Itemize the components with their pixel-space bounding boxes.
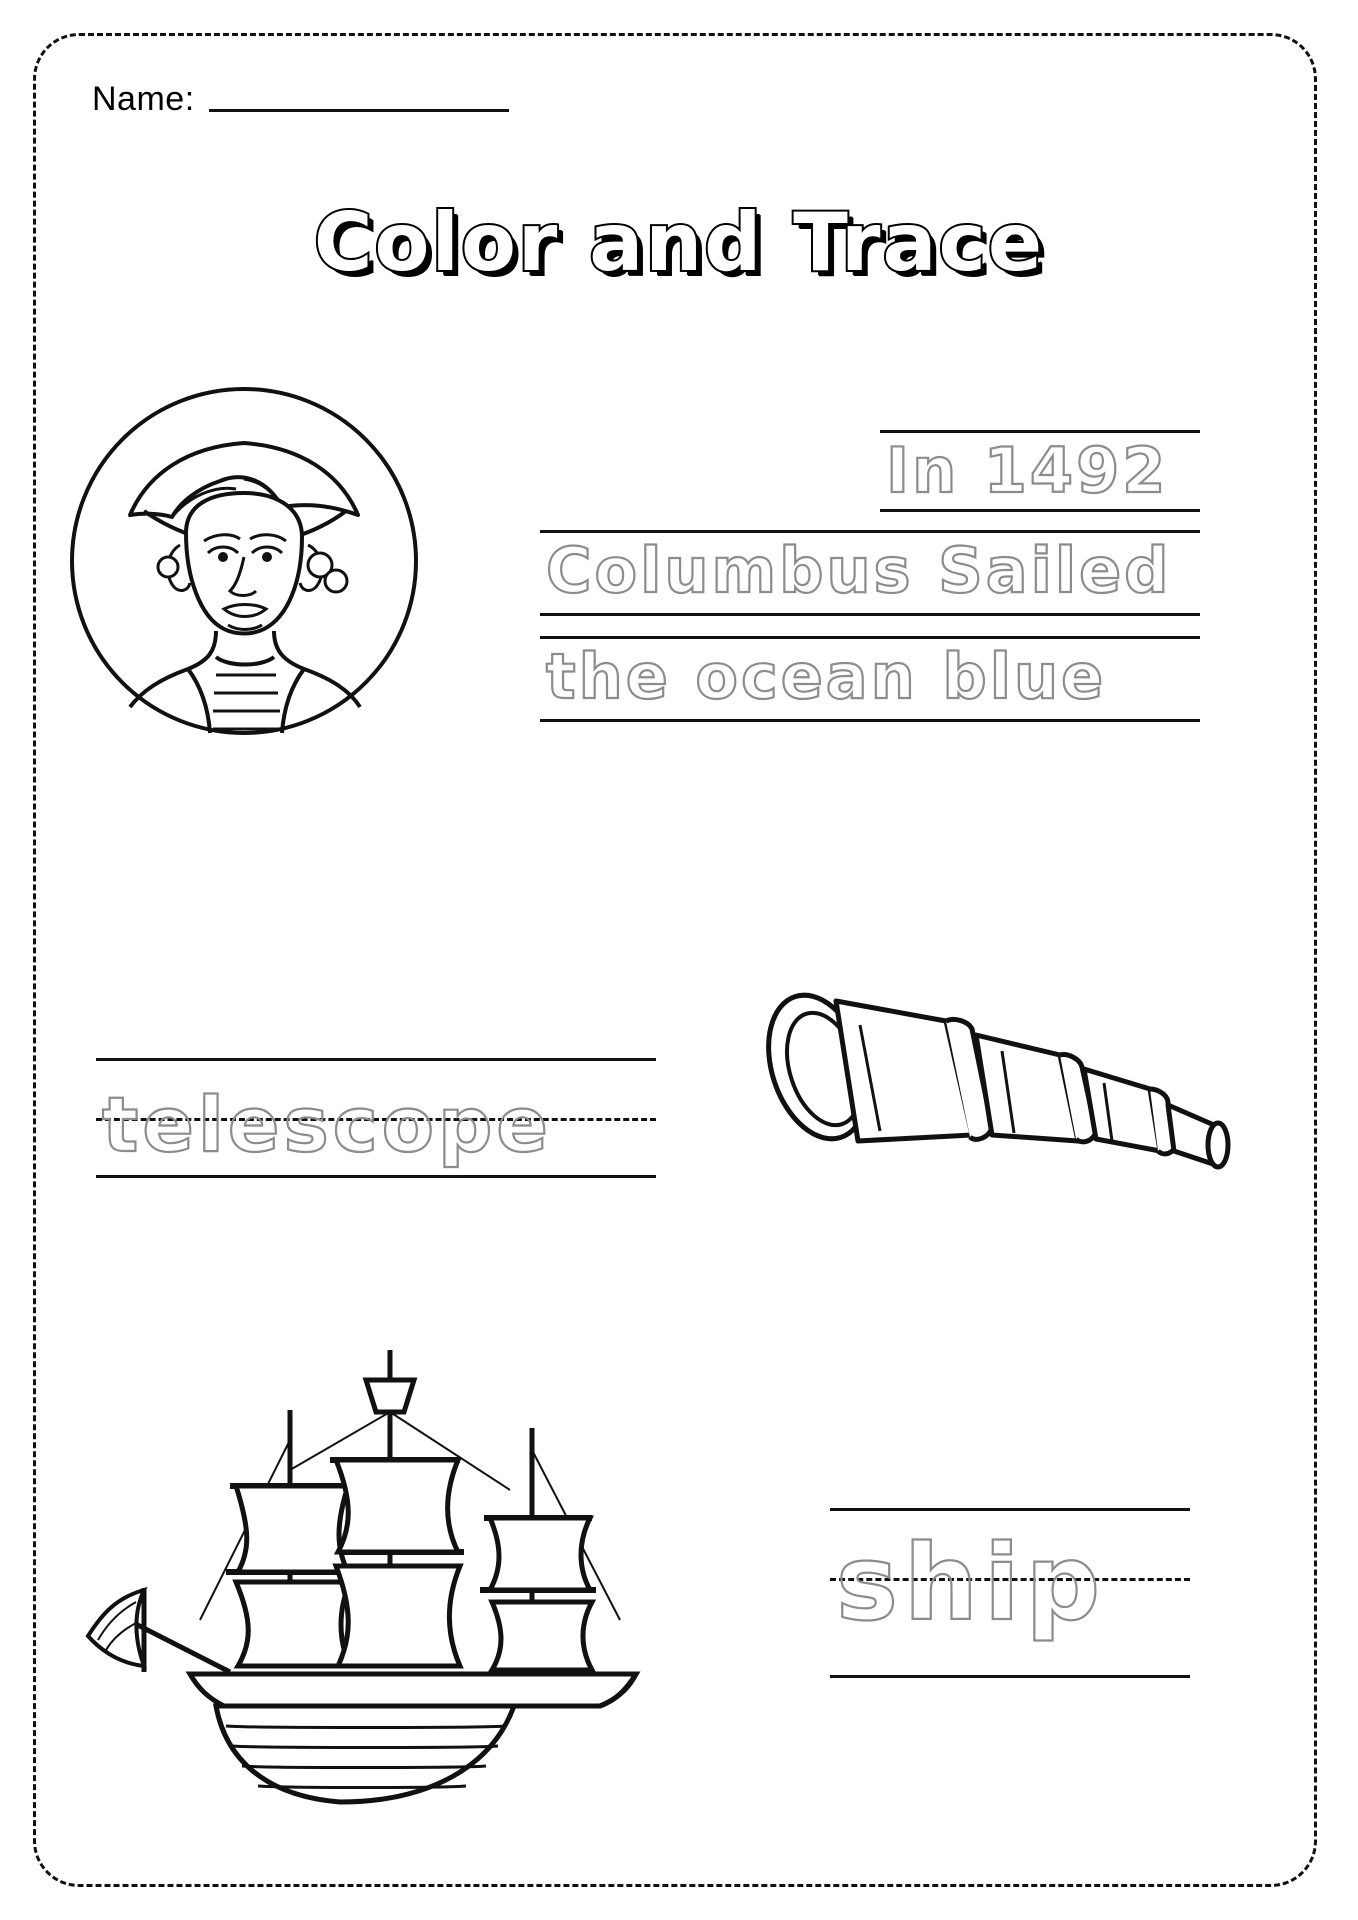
page-title: Color and Trace (313, 196, 1045, 289)
trace-row-2 (540, 530, 1200, 616)
trace-text-1[interactable]: In 1492 (886, 434, 1169, 507)
trace-rule-top (540, 636, 1200, 639)
name-label: Name: (92, 80, 195, 118)
trace-row-3 (540, 636, 1200, 722)
trace-rule-bottom (830, 1675, 1190, 1678)
trace-text-2[interactable]: Columbus Sailed (546, 534, 1172, 607)
name-input-blank[interactable] (209, 109, 509, 112)
trace-text-3[interactable]: the ocean blue (546, 640, 1107, 713)
christopher-columbus-portrait-icon (68, 385, 420, 737)
trace-rule-top (96, 1058, 656, 1061)
trace-word-telescope (96, 1058, 656, 1178)
trace-word-text-telescope[interactable]: telescope (102, 1080, 552, 1169)
sailing-ship-icon (40, 1290, 690, 1810)
telescope-spyglass-icon (740, 955, 1240, 1235)
trace-rule-bottom (96, 1175, 656, 1178)
trace-row-1 (880, 430, 1200, 512)
trace-rule-top (830, 1508, 1190, 1511)
trace-rule-top (880, 430, 1200, 433)
trace-rule-top (540, 530, 1200, 533)
trace-rule-bottom (880, 509, 1200, 512)
trace-rule-bottom (540, 613, 1200, 616)
trace-word-ship (830, 1508, 1190, 1678)
trace-word-text-ship[interactable]: ship (836, 1522, 1107, 1644)
trace-rule-bottom (540, 719, 1200, 722)
name-field-row (92, 82, 509, 116)
